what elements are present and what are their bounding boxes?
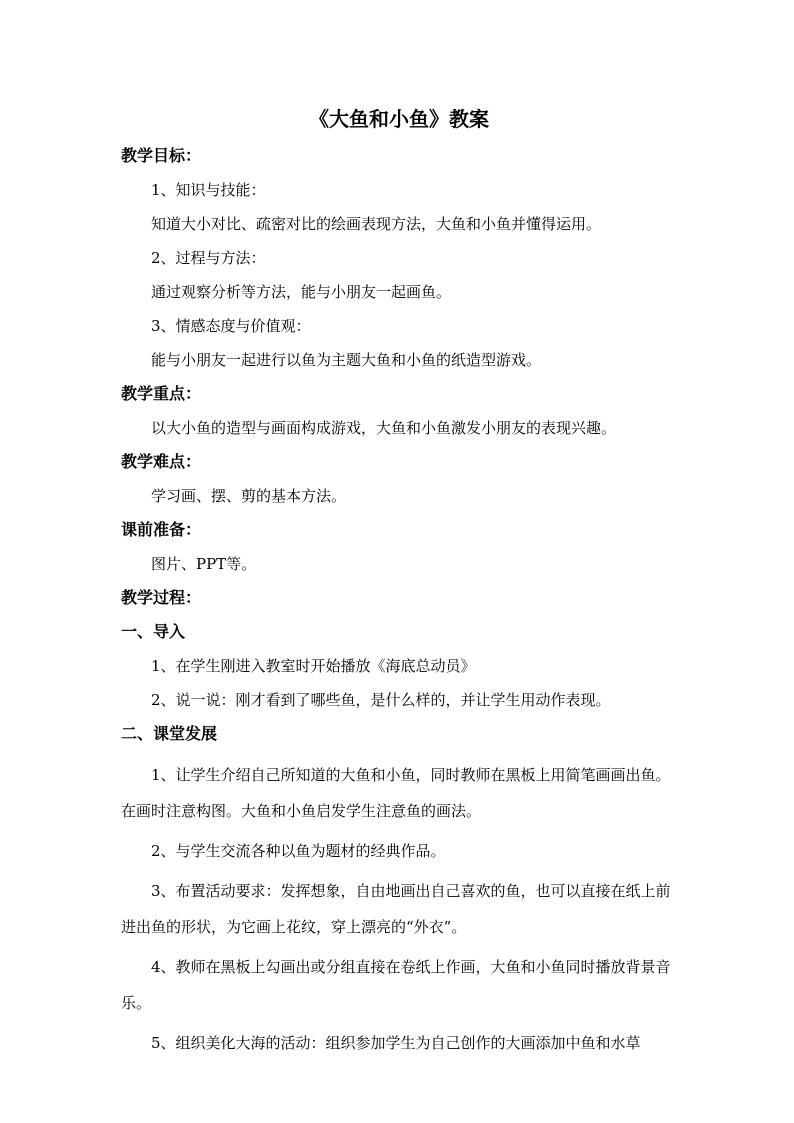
difficulties-text: 学习画、摆、剪的基本方法。 [151, 487, 347, 505]
section-intro-item: 1、在学生刚进入教室时开始播放《海底总动员》 [151, 657, 476, 675]
objectives-heading: 教学目标： [121, 146, 202, 165]
section-development-item: 5、组织美化大海的活动：组织参加学生为自己创作的大画添加中鱼和水草 [151, 1034, 641, 1052]
objective-item: 通过观察分析等方法，能与小朋友一起画鱼。 [151, 283, 452, 301]
preparation-heading: 课前准备： [121, 520, 202, 539]
objective-item: 知道大小对比、疏密对比的绘画表现方法，大鱼和小鱼并懂得运用。 [151, 215, 602, 233]
objective-item: 2、过程与方法： [151, 249, 266, 267]
lesson-plan-body [121, 105, 677, 1061]
document-title: 《大鱼和小鱼》教案 [309, 107, 489, 131]
objective-item: 3、情感态度与价值观： [151, 317, 311, 335]
section-intro-item: 2、说一说：刚才看到了哪些鱼，是什么样的，并让学生用动作表现。 [151, 691, 611, 709]
preparation-text: 图片、PPT等。 [151, 555, 257, 573]
objective-item: 1、知识与技能： [151, 181, 266, 199]
key-points-text: 以大小鱼的造型与画面构成游戏，大鱼和小鱼激发小朋友的表现兴趣。 [151, 419, 617, 437]
difficulties-heading: 教学难点： [121, 452, 202, 471]
objective-item: 能与小朋友一起进行以鱼为主题大鱼和小鱼的纸造型游戏。 [151, 351, 542, 369]
section-development-item: 4、教师在黑板上勾画出或分组直接在卷纸上作画，大鱼和小鱼同时播放背景音乐。 [121, 958, 671, 1012]
process-heading: 教学过程： [121, 588, 202, 607]
section-development-heading: 二、课堂发展 [121, 724, 218, 743]
section-development-item: 3、布置活动要求：发挥想象，自由地画出自己喜欢的鱼，也可以直接在纸上前进出鱼的形状，为它画上花纹，穿上漂亮的“外衣”。 [121, 882, 671, 936]
section-development-item: 2、与学生交流各种以鱼为题材的经典作品。 [151, 842, 446, 860]
section-intro-heading: 一、导入 [121, 622, 186, 641]
key-points-heading: 教学重点： [121, 384, 202, 403]
section-development-item: 1、让学生介绍自己所知道的大鱼和小鱼，同时教师在黑板上用简笔画画出鱼。在画时注意构图。大鱼和小鱼启发学生注意鱼的画法。 [121, 766, 671, 820]
